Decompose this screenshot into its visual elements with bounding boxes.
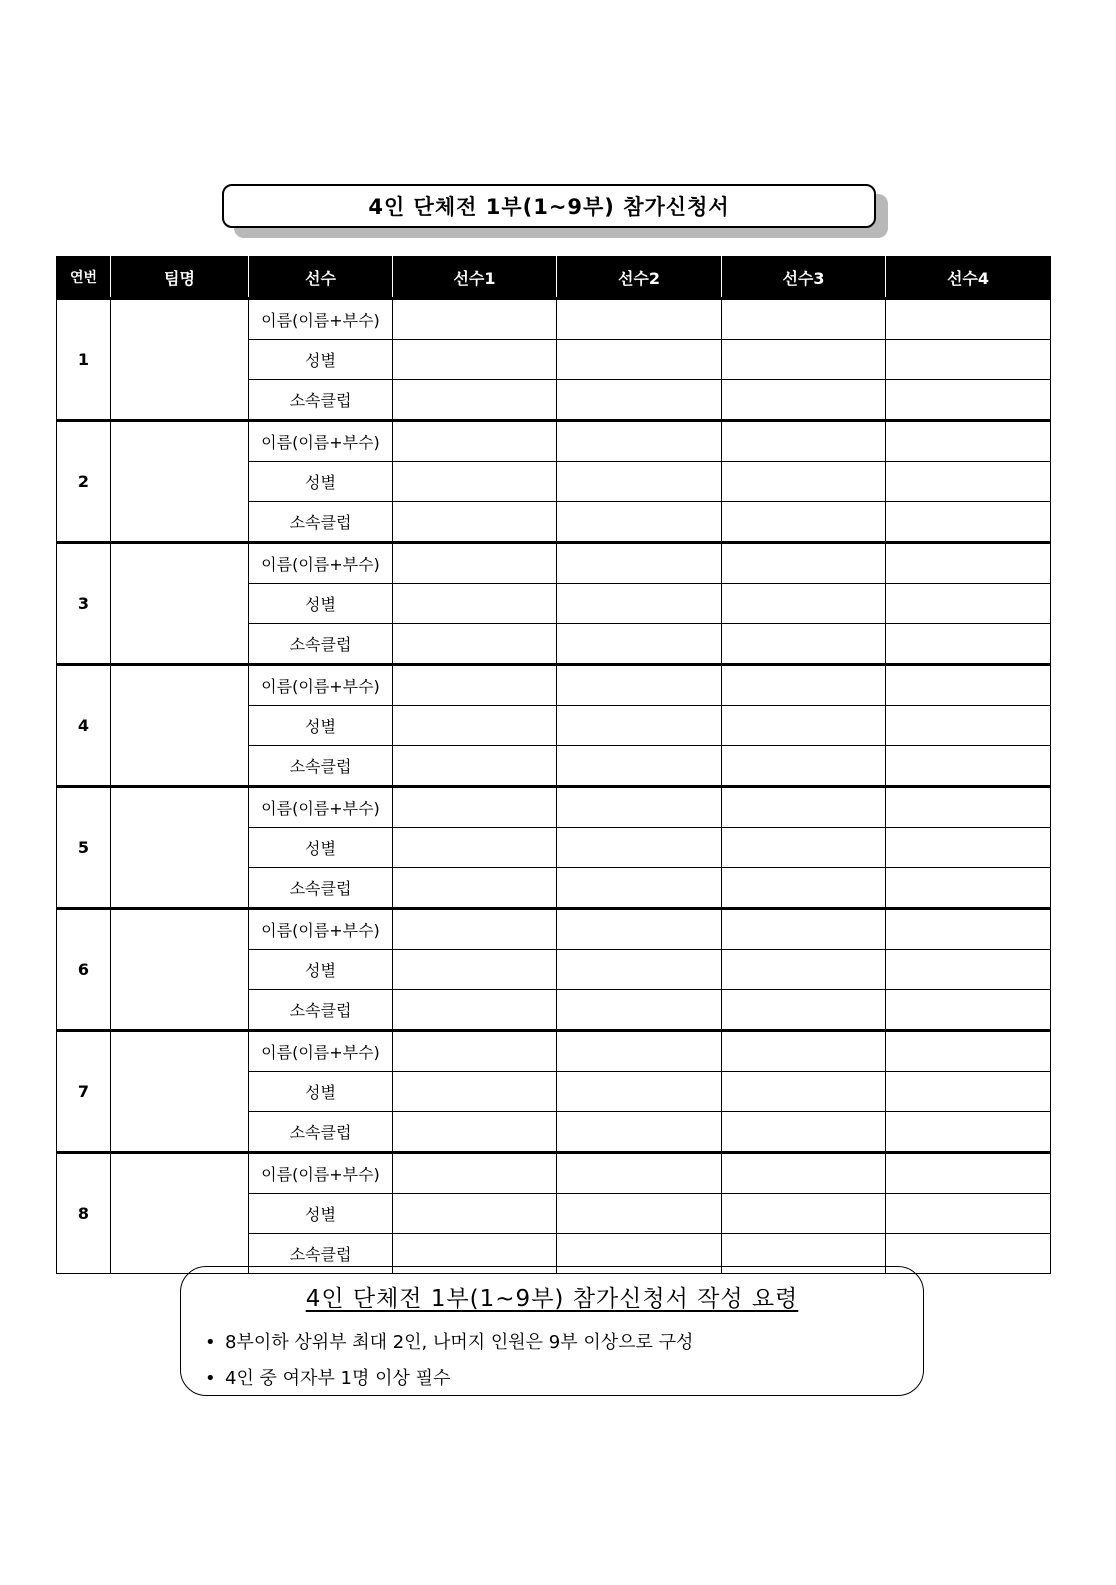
player3-gender-field-cell[interactable] [722,340,886,380]
player3-gender-field-cell[interactable] [722,706,886,746]
row-label: 성별 [249,706,393,746]
header-player1: 선수1 [393,257,557,299]
player4-name-field-cell[interactable] [886,909,1051,950]
entry-number: 1 [57,299,111,421]
player1-club-field-cell[interactable] [393,380,557,421]
player2-name-field-cell[interactable] [557,543,722,584]
table-row [57,787,1051,828]
player1-club-field-cell[interactable] [393,624,557,665]
row-label: 이름(이름+부수) [249,421,393,462]
player3-gender-field-cell[interactable] [722,1072,886,1112]
player1-gender-field-cell[interactable] [393,706,557,746]
player4-gender-field-cell[interactable] [886,462,1051,502]
player4-name-field-cell[interactable] [886,421,1051,462]
player2-gender-field-cell[interactable] [557,462,722,502]
player3-name-field-cell[interactable] [722,299,886,340]
player1-name-field-cell[interactable] [393,787,557,828]
header-player: 선수 [249,257,393,299]
table-row [57,299,1051,340]
player2-name-field-cell[interactable] [557,299,722,340]
instructions-list [181,1325,923,1397]
player2-gender-field-cell[interactable] [557,584,722,624]
entry-number: 2 [57,421,111,543]
entry-number: 7 [57,1031,111,1153]
header-player3: 선수3 [722,257,886,299]
player1-gender-field-cell[interactable] [393,340,557,380]
player2-name-field-cell[interactable] [557,1153,722,1194]
player4-club-field-cell[interactable] [886,380,1051,421]
player2-club-field-cell[interactable] [557,1112,722,1153]
player4-name-field-cell[interactable] [886,665,1051,706]
player1-club-field-cell[interactable] [393,746,557,787]
player3-club-field-cell[interactable] [722,990,886,1031]
player2-name-field-cell[interactable] [557,421,722,462]
player1-name-field-cell[interactable] [393,665,557,706]
player4-gender-field-cell[interactable] [886,706,1051,746]
player4-name-field-cell[interactable] [886,1153,1051,1194]
player2-gender-field-cell[interactable] [557,1194,722,1234]
player4-club-field-cell[interactable] [886,502,1051,543]
player2-name-field-cell[interactable] [557,665,722,706]
player3-gender-field-cell[interactable] [722,1194,886,1234]
player4-club-field-cell[interactable] [886,1112,1051,1153]
table-row [57,1031,1051,1072]
player2-gender-field-cell[interactable] [557,706,722,746]
player1-gender-field-cell[interactable] [393,1072,557,1112]
player2-name-field-cell[interactable] [557,909,722,950]
player2-club-field-cell[interactable] [557,868,722,909]
instructions-box [180,1266,924,1396]
table-row [57,1153,1051,1194]
player3-gender-field-cell[interactable] [722,462,886,502]
row-label: 성별 [249,584,393,624]
row-label: 이름(이름+부수) [249,665,393,706]
instruction-item [205,1325,923,1361]
player3-club-field-cell[interactable] [722,380,886,421]
player1-club-field-cell[interactable] [393,990,557,1031]
player3-name-field-cell[interactable] [722,1031,886,1072]
player3-gender-field-cell[interactable] [722,950,886,990]
table-row [57,909,1051,950]
player4-name-field-cell[interactable] [886,1031,1051,1072]
team-name-cell[interactable] [111,299,249,421]
player1-club-field-cell[interactable] [393,502,557,543]
entry-number: 5 [57,787,111,909]
team-name-cell[interactable] [111,1031,249,1153]
entry-number: 8 [57,1153,111,1274]
player1-club-field-cell[interactable] [393,1112,557,1153]
entry-number: 4 [57,665,111,787]
player3-club-field-cell[interactable] [722,1112,886,1153]
row-label: 소속클럽 [249,990,393,1031]
player3-club-field-cell[interactable] [722,624,886,665]
row-label: 이름(이름+부수) [249,909,393,950]
player1-gender-field-cell[interactable] [393,584,557,624]
form-title-box [222,184,876,228]
player4-club-field-cell[interactable] [886,990,1051,1031]
team-name-cell[interactable] [111,909,249,1031]
player2-club-field-cell[interactable] [557,502,722,543]
player3-name-field-cell[interactable] [722,421,886,462]
player3-name-field-cell[interactable] [722,543,886,584]
player2-club-field-cell[interactable] [557,624,722,665]
form-title: 4인 단체전 1부(1~9부) 참가신청서 [222,184,876,228]
player3-club-field-cell[interactable] [722,868,886,909]
player3-club-field-cell[interactable] [722,502,886,543]
player2-club-field-cell[interactable] [557,746,722,787]
row-label: 성별 [249,950,393,990]
player1-name-field-cell[interactable] [393,543,557,584]
row-label: 성별 [249,1194,393,1234]
bullet-icon: • [205,1332,216,1353]
player1-gender-field-cell[interactable] [393,950,557,990]
player4-gender-field-cell[interactable] [886,828,1051,868]
row-label: 소속클럽 [249,380,393,421]
row-label: 이름(이름+부수) [249,1153,393,1194]
player4-name-field-cell[interactable] [886,543,1051,584]
player4-club-field-cell[interactable] [886,746,1051,787]
header-player2: 선수2 [557,257,722,299]
entry-number: 6 [57,909,111,1031]
row-label: 성별 [249,340,393,380]
row-label: 소속클럽 [249,868,393,909]
header-number: 연번 [57,257,111,299]
instruction-text: 8부이하 상위부 최대 2인, 나머지 인원은 9부 이상으로 구성 [225,1332,694,1353]
team-name-cell[interactable] [111,665,249,787]
player4-gender-field-cell[interactable] [886,950,1051,990]
bullet-icon: • [205,1368,216,1389]
player4-name-field-cell[interactable] [886,299,1051,340]
team-name-cell[interactable] [111,787,249,909]
row-label: 소속클럽 [249,1112,393,1153]
row-label: 성별 [249,828,393,868]
header-player4: 선수4 [886,257,1051,299]
row-label: 소속클럽 [249,502,393,543]
row-label: 성별 [249,1072,393,1112]
player4-club-field-cell[interactable] [886,1234,1051,1274]
player2-gender-field-cell[interactable] [557,950,722,990]
instruction-item [205,1361,923,1397]
registration-table [56,256,1051,1274]
player3-club-field-cell[interactable] [722,746,886,787]
player3-gender-field-cell[interactable] [722,584,886,624]
table-header-row [57,257,1051,299]
player1-name-field-cell[interactable] [393,1153,557,1194]
player2-name-field-cell[interactable] [557,787,722,828]
player2-gender-field-cell[interactable] [557,1072,722,1112]
player2-name-field-cell[interactable] [557,1031,722,1072]
player1-name-field-cell[interactable] [393,299,557,340]
player1-name-field-cell[interactable] [393,1031,557,1072]
row-label: 이름(이름+부수) [249,543,393,584]
player4-name-field-cell[interactable] [886,787,1051,828]
table-row [57,665,1051,706]
player4-club-field-cell[interactable] [886,868,1051,909]
row-label: 이름(이름+부수) [249,1031,393,1072]
player4-gender-field-cell[interactable] [886,1072,1051,1112]
player1-gender-field-cell[interactable] [393,828,557,868]
player3-gender-field-cell[interactable] [722,828,886,868]
player3-name-field-cell[interactable] [722,665,886,706]
player3-name-field-cell[interactable] [722,909,886,950]
player3-name-field-cell[interactable] [722,787,886,828]
table-row [57,543,1051,584]
player2-club-field-cell[interactable] [557,380,722,421]
row-label: 소속클럽 [249,624,393,665]
row-label: 소속클럽 [249,1234,393,1274]
player2-gender-field-cell[interactable] [557,340,722,380]
player2-club-field-cell[interactable] [557,990,722,1031]
player1-name-field-cell[interactable] [393,421,557,462]
team-name-cell[interactable] [111,543,249,665]
player4-club-field-cell[interactable] [886,624,1051,665]
row-label: 성별 [249,462,393,502]
player4-gender-field-cell[interactable] [886,340,1051,380]
player2-gender-field-cell[interactable] [557,828,722,868]
row-label: 이름(이름+부수) [249,787,393,828]
instruction-text: 4인 중 여자부 1명 이상 필수 [225,1368,451,1389]
player3-name-field-cell[interactable] [722,1153,886,1194]
team-name-cell[interactable] [111,1153,249,1274]
header-team-name: 팀명 [111,257,249,299]
player4-gender-field-cell[interactable] [886,584,1051,624]
row-label: 이름(이름+부수) [249,299,393,340]
instructions-title: 4인 단체전 1부(1~9부) 참가신청서 작성 요령 [305,1286,799,1312]
player1-gender-field-cell[interactable] [393,462,557,502]
table-row [57,421,1051,462]
row-label: 소속클럽 [249,746,393,787]
player1-gender-field-cell[interactable] [393,1194,557,1234]
player1-name-field-cell[interactable] [393,909,557,950]
team-name-cell[interactable] [111,421,249,543]
player1-club-field-cell[interactable] [393,868,557,909]
entry-number: 3 [57,543,111,665]
player4-gender-field-cell[interactable] [886,1194,1051,1234]
